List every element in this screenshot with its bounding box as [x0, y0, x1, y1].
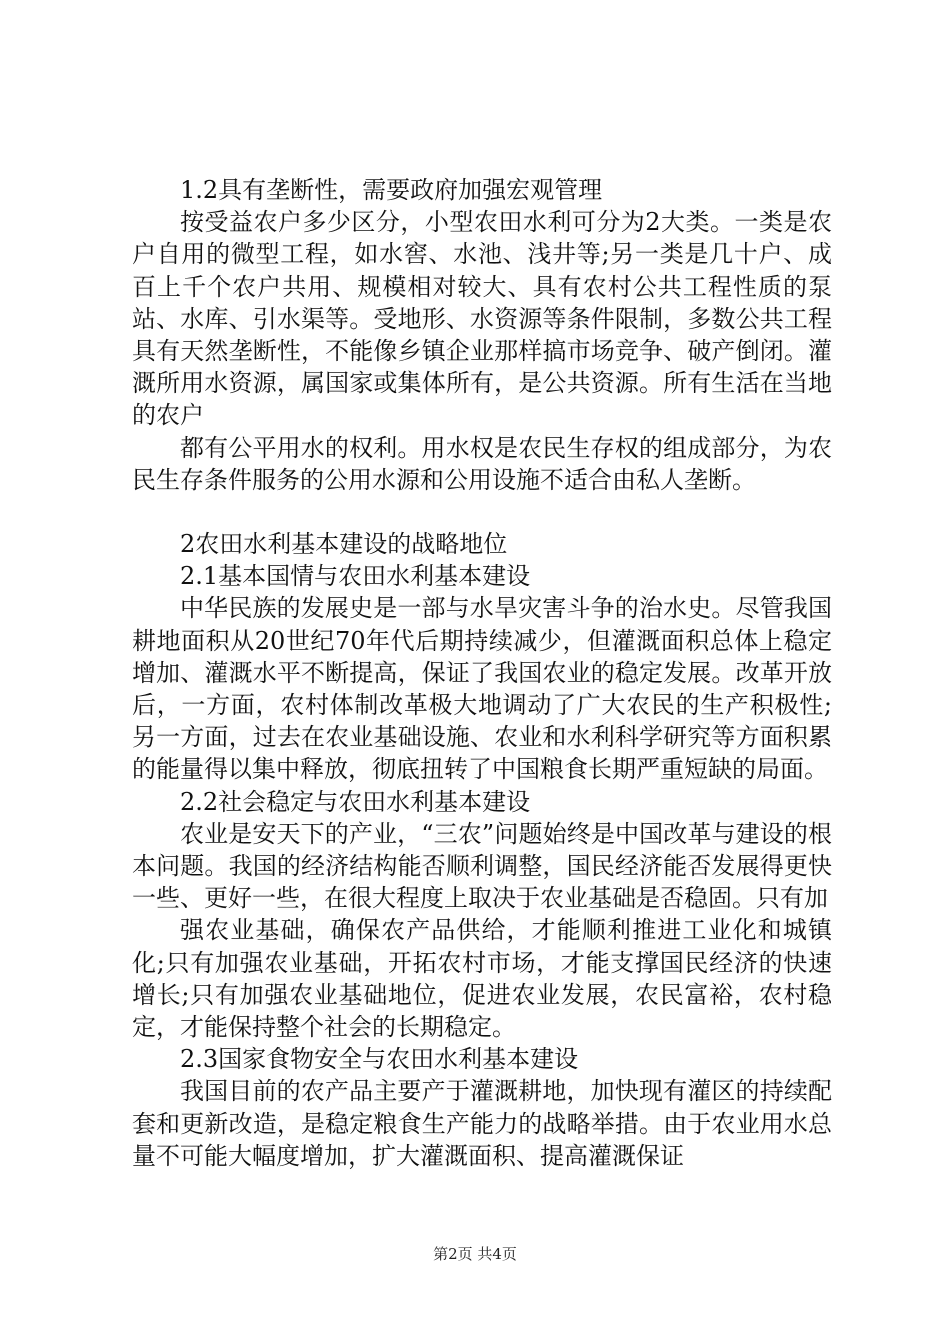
paragraph-1-2-b: 都有公平用水的权利。用水权是农民生存权的组成部分，为农民生存条件服务的公用水源和公用设施不适合由私人垄断。 [132, 433, 832, 494]
section-heading-2-2: 2.2社会稳定与农田水利基本建设 [180, 787, 531, 816]
paragraph-gap [132, 496, 832, 528]
page-footer: 第2页 共4页 [433, 1245, 517, 1263]
section-heading-1-2: 1.2具有垄断性，需要政府加强宏观管理 [180, 176, 603, 204]
document-body [132, 174, 832, 1172]
paragraph-2-2-b: 强农业基础，确保农产品供给，才能顺利推进工业化和城镇化;只有加强农业基础，开拓农村市场，才能支撑国民经济的快速增长;只有加强农业基础地位，促进农业发展，农民富裕，农村稳定，才能保持整个社会的长期稳定。 [132, 916, 832, 1042]
section-heading-2-1: 2.1基本国情与农田水利基本建设 [180, 562, 531, 591]
section-heading-2: 2农田水利基本建设的战略地位 [180, 530, 508, 559]
paragraph-1-2-a: 按受益农户多少区分，小型农田水利可分为2大类。一类是农户自用的微型工程，如水窖、水池、浅井等;另一类是几十户、成百上千个农户共用、规模相对较大、具有农村公共工程性质的泵站、水库、引水渠等。受地形、水资源等条件限制，多数公共工程具有天然垄断性，不能像乡镇企业那样搞市场竞争、破产倒闭。灌溉所用水资源，属国家或集体所有，是公共资源。所有生活在当地的农户 [132, 208, 832, 430]
section-heading-2-3: 2.3国家食物安全与农田水利基本建设 [180, 1045, 579, 1074]
paragraph-2-1: 中华民族的发展史是一部与水旱灾害斗争的治水史。尽管我国耕地面积从20世纪70年代后期持续减少，但灌溉面积总体上稳定增加、灌溉水平不断提高，保证了我国农业的稳定发展。改革开放后，一方面，农村体制改革极大地调动了广大农民的生产积极性;另一方面，过去在农业基础设施、农业和水利科学研究等方面积累的能量得以集中释放，彻底扭转了中国粮食长期严重短缺的局面。 [132, 594, 832, 784]
paragraph-2-2-a: 农业是安天下的产业，“三农”问题始终是中国改革与建设的根本问题。我国的经济结构能否顺利调整，国民经济能否发展得更快一些、更好一些，在很大程度上取决于农业基础是否稳固。只有加 [132, 819, 832, 913]
paragraph-2-3: 我国目前的农产品主要产于灌溉耕地，加快现有灌区的持续配套和更新改造，是稳定粮食生产能力的战略举措。由于农业用水总量不可能大幅度增加，扩大灌溉面积、提高灌溉保证 [132, 1077, 832, 1170]
